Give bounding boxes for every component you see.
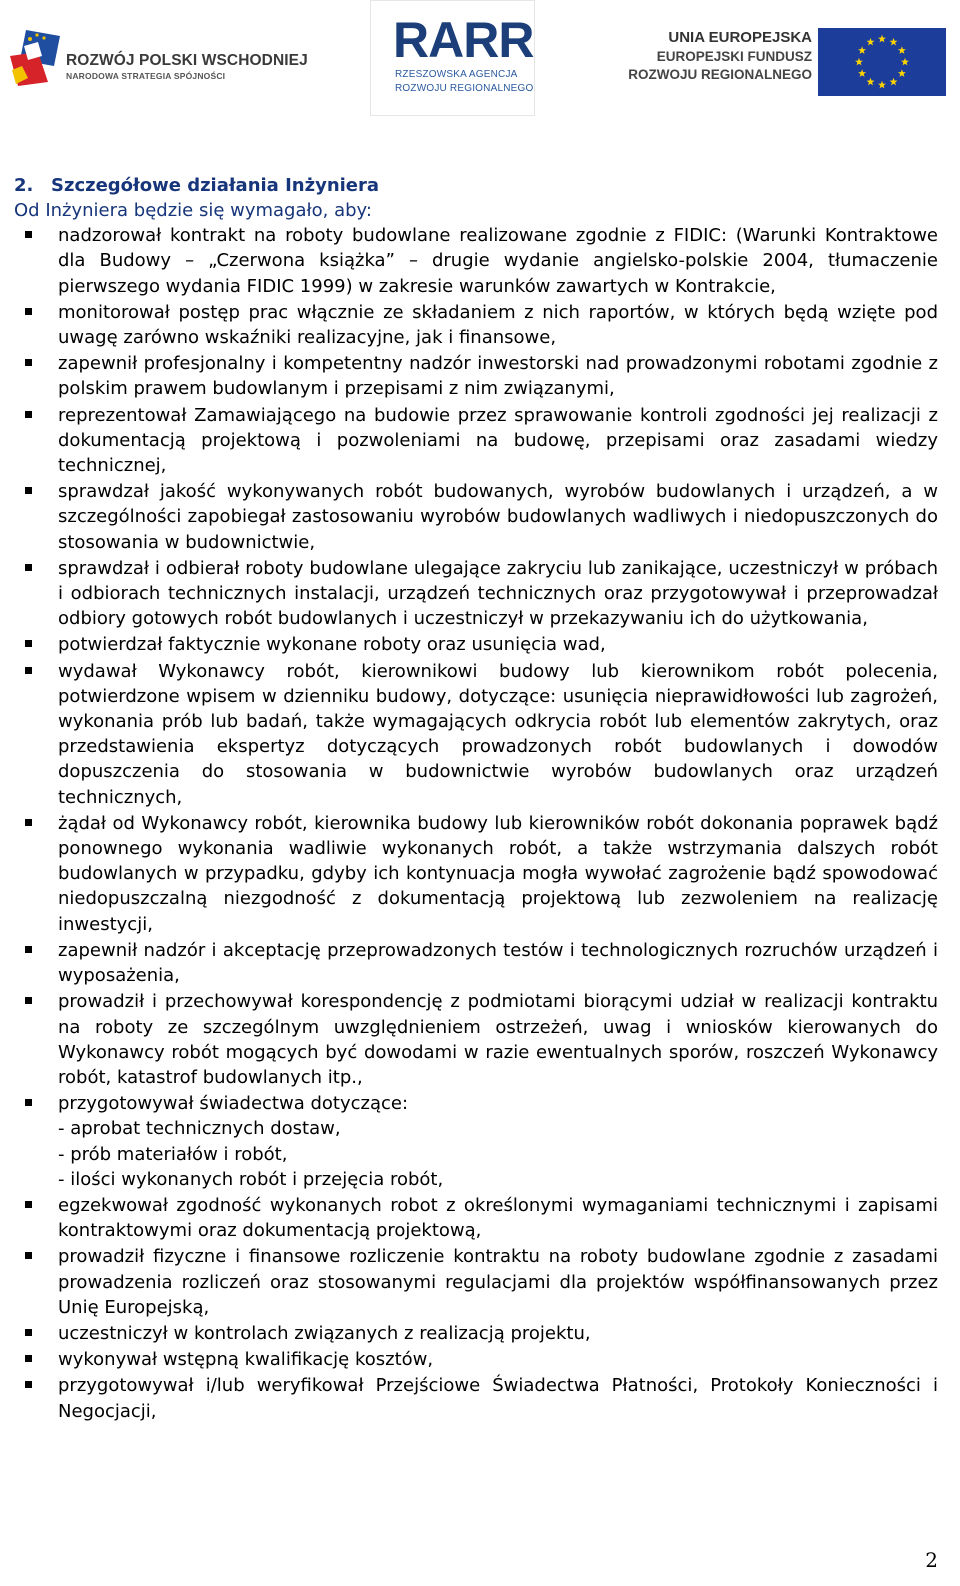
rarr-wordmark: RARR <box>393 12 534 68</box>
bullet-square-icon <box>25 1252 32 1259</box>
bullet-square-icon <box>25 1201 32 1208</box>
list-item-text: żądał od Wykonawcy robót, kierownika budowy lub kierowników robót dokonania poprawek bądź ponownego wykonania wadliwie wykonanych robót, a także wstrzymania dalszych robót budowlanych w przypadku, gdyby ich kontynuacja mogła wywołać zagrożenie bądź spowodować niedopuszczalną niezgodność z dokumentacją projektową lub zezwoleniem na realizację inwestycji, <box>58 812 938 935</box>
list-item <box>14 1347 938 1372</box>
rpw-subtitle: NARODOWA STRATEGIA SPÓJNOŚCI <box>66 71 226 81</box>
list-item <box>14 351 938 401</box>
list-item-text: potwierdzał faktycznie wykonane roboty oraz usunięcia wad, <box>58 634 606 656</box>
list-item <box>14 659 938 810</box>
list-item-text: przygotowywał i/lub weryfikował Przejściowe Świadectwa Płatności, Protokoły Konieczności i Negocjacji, <box>58 1375 938 1422</box>
list-item-text: sprawdzał i odbierał roboty budowlane ulegające zakryciu lub zanikające, uczestniczył w próbach i odbiorach technicznych instalacji, urządzeń technicznych oraz przygotowywał i przeprowadzał odbiory gotowych robót budowlanych i uczestniczył w przekazywaniu ich do użytkowania, <box>58 557 938 630</box>
list-item <box>14 1244 938 1320</box>
rpw-emblem-icon <box>8 26 64 92</box>
list-item <box>14 938 938 988</box>
rpw-title: ROZWÓJ POLSKI WSCHODNIEJ <box>66 52 308 69</box>
list-item <box>14 403 938 479</box>
section-intro: Od Inżyniera będzie się wymagało, aby: <box>14 200 372 221</box>
list-item-text: egzekwował zgodność wykonanych robot z określonymi wymaganiami technicznymi i zapisami kontraktowymi oraz dokumentacją projektową, <box>58 1194 938 1242</box>
list-item-text: zapewnił nadzór i akceptację przeprowadzonych testów i technologicznych rozruchów urządzeń i wyposażenia, <box>58 939 938 987</box>
bullet-square-icon <box>25 640 32 647</box>
ue-line-3: ROZWOJU REGIONALNEGO <box>628 67 812 82</box>
bullet-square-icon <box>25 1381 32 1388</box>
logo-rozwoj-polski-wschodniej <box>8 26 318 96</box>
bullet-square-icon <box>25 819 32 826</box>
certificates-lead: przygotowywał świadectwa dotyczące: <box>58 1093 409 1115</box>
list-item <box>14 632 938 657</box>
list-item-text: prowadził i przechowywał korespondencję z podmiotami biorącymi udział w realizacji kontraktu na roboty ze szczególnym uwzględnieniem ostrzeżeń, uwag i wniosków kierowanych do Wykonawcy robót mogących być dowodami w razie ewentualnych sporów, roszczeń Wykonawcy robót, katastrof budowlanych itp., <box>58 991 938 1088</box>
list-item <box>14 1193 938 1243</box>
list-item-text: uczestniczył w kontrolach związanych z realizacją projektu, <box>58 1322 591 1344</box>
bullet-square-icon <box>25 1099 32 1106</box>
bullet-square-icon <box>25 997 32 1004</box>
ue-line-2: EUROPEJSKI FUNDUSZ <box>656 49 812 64</box>
bullet-square-icon <box>25 946 32 953</box>
eu-flag-icon <box>818 28 946 96</box>
list-item <box>14 1373 938 1423</box>
section-title: Szczegółowe działania Inżyniera <box>51 175 380 196</box>
certificate-item: - ilości wykonanych robót i przejęcia robót, <box>58 1168 444 1190</box>
certificate-item: - prób materiałów i robót, <box>58 1143 288 1165</box>
list-item-text: nadzorował kontrakt na roboty budowlane realizowane zgodnie z FIDIC: (Warunki Kontraktowe dla Budowy – „Czerwona książka” – drugie wydanie angielsko-polskie 2004, tłumaczenie pierwszego wydania FIDIC 1999) w zakresie warunków zawartych w Kontrakcie, <box>58 225 938 297</box>
duties-list <box>14 223 938 1090</box>
bullet-square-icon <box>25 231 32 238</box>
section-number: 2. <box>14 175 34 196</box>
bullet-square-icon <box>25 308 32 315</box>
rarr-line-2: ROZWOJU REGIONALNEGO <box>395 83 534 94</box>
bullet-square-icon <box>25 411 32 418</box>
document-body <box>14 173 938 1425</box>
list-item-text: monitorował postęp prac włącznie ze składaniem z nich raportów, w których będą wzięte pod uwagę zarówno wskaźniki realizacyjne, jak i finansowe, <box>58 301 938 349</box>
list-item-text: reprezentował Zamawiającego na budowie przez sprawowanie kontroli zgodności jej realizacji z dokumentacją projektową i pozwoleniami na budowę, przepisami oraz zasadami wiedzy technicznej, <box>58 404 938 477</box>
list-item-text: sprawdzał jakość wykonywanych robót budowanych, wyrobów budowlanych i urządzeń, a w szczególności zapobiegał zastosowaniu wyrobów budowlanych wadliwych i niedopuszczonych do stosowania w budownictwie, <box>58 481 938 553</box>
list-item-text: zapewnił profesjonalny i kompetentny nadzór inwestorski nad prowadzonymi robotami zgodnie z polskim prawem budowlanym i przepisami z nim związanymi, <box>58 353 938 400</box>
list-item <box>14 223 938 299</box>
logo-unia-europejska <box>616 28 946 98</box>
list-item <box>14 479 938 555</box>
bullet-square-icon <box>25 1329 32 1336</box>
section-heading <box>14 173 938 198</box>
duties-list-continued <box>14 1193 938 1424</box>
bullet-square-icon <box>25 359 32 366</box>
list-item <box>14 811 938 937</box>
list-item-certificates <box>14 1091 938 1192</box>
certificate-item: - aprobat technicznych dostaw, <box>58 1118 341 1140</box>
logo-rarr <box>370 0 535 116</box>
list-item <box>14 989 938 1090</box>
list-item-text: wydawał Wykonawcy robót, kierownikowi budowy lub kierownikom robót polecenia, potwierdzone wpisem w dzienniku budowy, dotyczące: usunięcia nieprawidłowości lub zagrożeń, wykonania prób lub badań, także wymagających odkrycia robót lub elementów zakrytych, oraz przedstawienia ekspertyz dotyczących prowadzonych robót budowlanych i dowodów dopuszczenia do stosowania w budownictwie wyrobów budowlanych oraz urządzeń technicznych, <box>58 660 938 808</box>
list-item-text: wykonywał wstępną kwalifikację kosztów, <box>58 1349 434 1371</box>
list-item <box>14 1321 938 1346</box>
certificates-list <box>14 1091 938 1192</box>
bullet-square-icon <box>25 667 32 674</box>
bullet-square-icon <box>25 487 32 494</box>
list-item-text: prowadził fizyczne i finansowe rozliczenie kontraktu na roboty budowlane zgodnie z zasadami prowadzenia rozliczeń oraz stosowanymi regulacjami dla projektów współfinansowanych przez Unię Europejską, <box>58 1246 938 1318</box>
bullet-square-icon <box>25 564 32 571</box>
rarr-line-1: RZESZOWSKA AGENCJA <box>395 69 518 80</box>
list-item <box>14 556 938 632</box>
ue-line-1: UNIA EUROPEJSKA <box>668 29 812 46</box>
bullet-square-icon <box>25 1355 32 1362</box>
header-logos <box>0 0 960 120</box>
list-item <box>14 300 938 350</box>
page-number: 2 <box>925 1548 938 1572</box>
